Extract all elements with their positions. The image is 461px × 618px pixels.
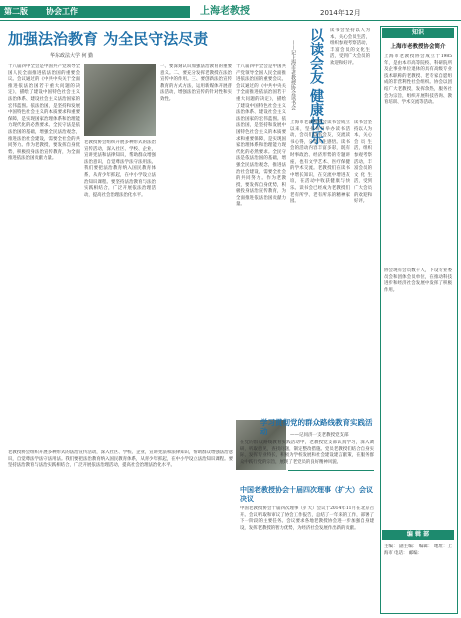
sidebar-body: 上海市老教授协会成立于1985年，是由本市高等院校、科研院所及企事业单位退休的具有高级专业技术职称的老教授、老专家自愿组成的非营利性社会组织。协会以团结广大老教授，发挥余热，服务社会为宗旨，组织开展科技咨询、教育培训、学术交流等活动。	[384, 54, 452, 106]
sidebar-headline: 上海市老教授协会简介	[390, 44, 446, 50]
portrait-photo	[84, 64, 156, 136]
lead-title: 加强法治教育 为全民守法尽责	[8, 30, 209, 48]
feature-subtitle: ——记上海市老教授协会读书会	[290, 40, 296, 110]
feature-body-col3: 读书会坚持以人为本，关心会员生活，组织参观考察活动，丰富会员的文化生活，受到广大会员的欢迎和好评。	[354, 120, 372, 205]
lead-body-col3: 一、要深刻认识加强法治教育的重要意义。二、要充分发挥老教授在法治宣传中的作用。三、要创新法治宣传教育的方式方法，运用新媒体开展普法活动，增强法治宣传的针对性和实效性。	[160, 64, 232, 102]
lead-body-col1: 十八届四中全会是中国共产党领导全国人民全面推进依法治国的重要会议。会议通过的《中共中央关于全面推进依法治国若干重大问题的决定》，描绘了建设中国特色社会主义法治体系、建设社会主义法治国家的宏伟蓝图。依法治国，是坚持和发展中国特色社会主义的本质要求和重要保障，是实现国家治理体系和治理能力现代化的必然要求。全民守法是依法治国的基础，增强全民法治观念，推进法治社会建设，需要全社会的共同努力。作为老教授，要发挥自身优势，积极投身法治宣传教育，为全面推进依法治国贡献力量。	[8, 64, 80, 162]
issue-date: 2014年12月	[320, 9, 361, 17]
article3-title: 学习贯彻党的群众路线教育实践活动	[260, 418, 373, 436]
feature-title: 以读会友 健康快乐	[308, 28, 324, 145]
editorial-tab: 编 辑 部	[382, 530, 454, 540]
article3-body: 在党的群众路线教育实践活动中，老教授党支部认真学习，深入调研，听取意见，查找问题，制定整改措施。党员老教授们结合自身实际，发挥专业特长，积极为学校发展和社会建设建言献策，在服务群众中践行党的宗旨，展现了老党员的良好精神风貌。	[240, 440, 374, 465]
feature-body-col2: 读书会坚持以人为本，关心会员生活，组织参观考察活动，丰富会员的文化生活，受到广大会员的欢迎和好评。	[330, 28, 370, 66]
newspaper-name: 上海老教授	[200, 6, 250, 17]
header-rule	[0, 20, 461, 21]
lead-continued: 老教授协会组织开展多种形式的法治宣传活动，深入社区、学校、企业，宣讲宪法和法律知识，帮助群众增强法治意识，自觉尊法学法守法用法。我们要把法治教育纳入国民教育体系，从青少年抓起，在中小学设立法治知识课程。要坚持法治教育与法治实践相结合，广泛开展依法治理活动，提高社会治理法治化水平。	[8, 450, 233, 469]
article3-subtitle: ——记同济一支老教授党支部	[290, 433, 349, 438]
sidebar-body-2: 协会现有会员数千人，下设专业委员会和团体会员单位，在推动科技进步和经济社会发展中发挥了积极作用。	[384, 268, 452, 293]
article4-title: 中国老教授协会十届四次理事（扩大）会议决议	[240, 486, 373, 503]
sidebar-tab: 知识	[382, 28, 454, 38]
article4-body: 中国老教授协会十届四次理事（扩大）会议于2014年11月在北京召开。会议听取和审议了协会工作报告，总结了一年来的工作，部署了下一阶段的主要任务。会议要求各地老教授协会进一步加强自身建设，发挥老教授的智力优势，为经济社会发展作出新的贡献。	[240, 506, 374, 531]
editorial-info: 主编： 副主编： 编辑： 地址：上海市 电话： 邮编：	[384, 544, 452, 556]
feature-body-col1: 上海市老教授协会读书会成立以来，坚持每月举办读书活动，会员们以书会友，交流读书心得，分享人生感悟。读书会的活动内容丰富多彩，既有时事政治、经济形势的专题讲座，也有文学艺术、医疗保健的学术交流。老教授们在读书中增长知识，在交流中增进友谊，在活动中收获健康与快乐。读书会已经成为老教授们老有所学、老有所乐的精神家园。	[290, 120, 350, 205]
section-name: 协会工作	[46, 7, 78, 16]
page-header	[0, 0, 461, 22]
page-number: 第二版	[4, 7, 28, 16]
lead-byline: 华东政法大学 何 勤	[50, 53, 94, 59]
lead-body-col4: 十八届四中全会是中国共产党领导全国人民全面推进依法治国的重要会议。会议通过的《中共中央关于全面推进依法治国若干重大问题的决定》，描绘了建设中国特色社会主义法治体系、建设社会主义法治国家的宏伟蓝图。依法治国，是坚持和发展中国特色社会主义的本质要求和重要保障，是实现国家治理体系和治理能力现代化的必然要求。全民守法是依法治国的基础，增强全民法治观念，推进法治社会建设，需要全社会的共同努力。作为老教授，要发挥自身优势，积极投身法治宣传教育，为全面推进依法治国贡献力量。	[236, 64, 286, 208]
lead-body-col2: 老教授协会组织开展多种形式的法治宣传活动，深入社区、学校、企业，宣讲宪法和法律知识，帮助群众增强法治意识，自觉尊法学法守法用法。我们要把法治教育纳入国民教育体系，从青少年抓起，在中小学设立法治知识课程。要坚持法治教育与法治实践相结合，广泛开展依法治理活动，提高社会治理法治化水平。	[84, 140, 156, 198]
header-band	[0, 6, 190, 18]
